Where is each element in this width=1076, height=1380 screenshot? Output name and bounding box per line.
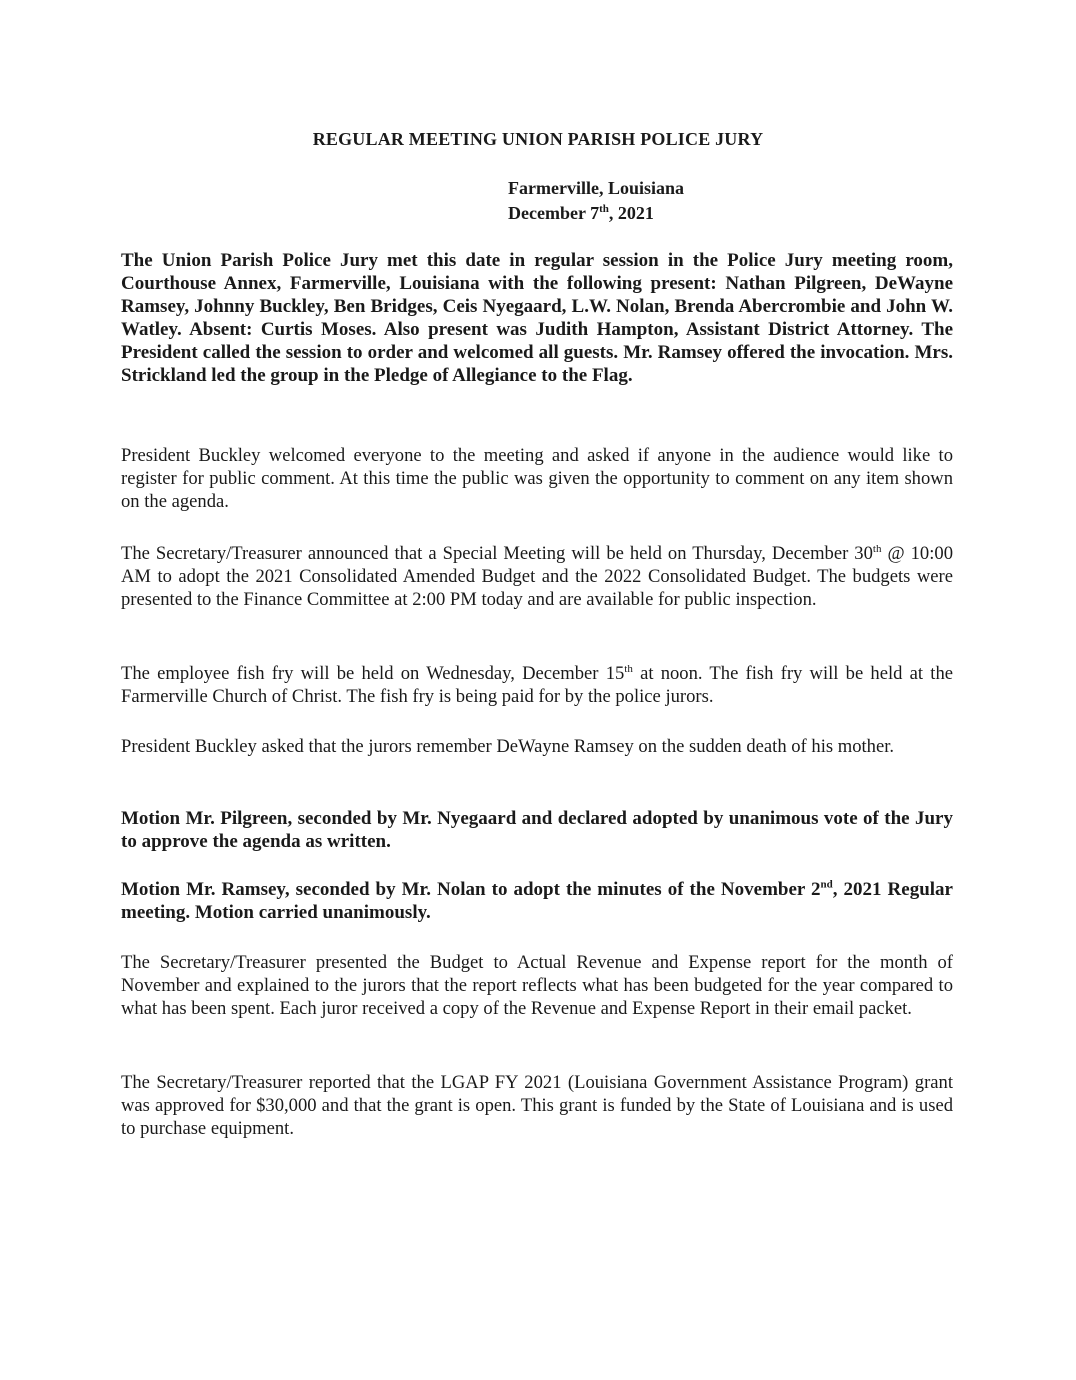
minutes-motion-paragraph: Motion Mr. Ramsey, seconded by Mr. Nolan to adopt the minutes of the November 2nd, 2021 Regular meeting. Motion carried unanimously. <box>121 878 953 923</box>
public-comment-paragraph: President Buckley welcomed everyone to the meeting and asked if anyone in the audience would like to register for public comment. At this time the public was given the opportunity to comment on any item shown on the agenda. <box>121 445 953 512</box>
lgap-grant-paragraph: The Secretary/Treasurer reported that the LGAP FY 2021 (Louisiana Government Assistance Program) grant was approved for $30,000 and that the grant is open. This grant is funded by the State of Louisiana and is used to purchase equipment. <box>121 1072 953 1139</box>
location: Farmerville, Louisiana <box>508 178 684 198</box>
document-title: REGULAR MEETING UNION PARISH POLICE JURY <box>312 129 764 149</box>
location-date-block <box>508 176 684 226</box>
fish-fry-paragraph: The employee fish fry will be held on Wednesday, December 15th at noon. The fish fry will be held at the Farmerville Church of Christ. The fish fry is being paid for by the police jurors. <box>121 662 953 707</box>
agenda-motion-paragraph: Motion Mr. Pilgreen, seconded by Mr. Nyegaard and declared adopted by unanimous vote of the Jury to approve the agenda as written. <box>121 808 953 852</box>
meeting-date: December 7th, 2021 <box>508 203 654 223</box>
budget-report-paragraph: The Secretary/Treasurer presented the Budget to Actual Revenue and Expense report for the month of November and explained to the jurors that the report reflects what has been budgeted for the year compared to what has been spent. Each juror received a copy of the Revenue and Expense Report in their email packet. <box>121 952 953 1019</box>
attendance-paragraph: The Union Parish Police Jury met this date in regular session in the Police Jury meeting room, Courthouse Annex, Farmerville, Louisiana with the following present: Nathan Pilgreen, DeWayne Ramsey, Johnny Buckley, Ben Bridges, Ceis Nyegaard, L.W. Nolan, Brenda Abercrombie and John W. Watley. Absent: Curtis Moses. Also present was Judith Hampton, Assistant District Attorney. The President called the session to order and welcomed all guests. Mr. Ramsey offered the invocation. Mrs. Strickland led the group in the Pledge of Allegiance to the Flag. <box>121 250 953 386</box>
condolence-paragraph: President Buckley asked that the jurors remember DeWayne Ramsey on the sudden death of his mother. <box>121 736 895 757</box>
special-meeting-paragraph: The Secretary/Treasurer announced that a Special Meeting will be held on Thursday, December 30th @ 10:00 AM to adopt the 2021 Consolidated Amended Budget and the 2022 Consolidated Budget. The budgets were presented to the Finance Committee at 2:00 PM today and are available for public inspection. <box>121 542 953 610</box>
